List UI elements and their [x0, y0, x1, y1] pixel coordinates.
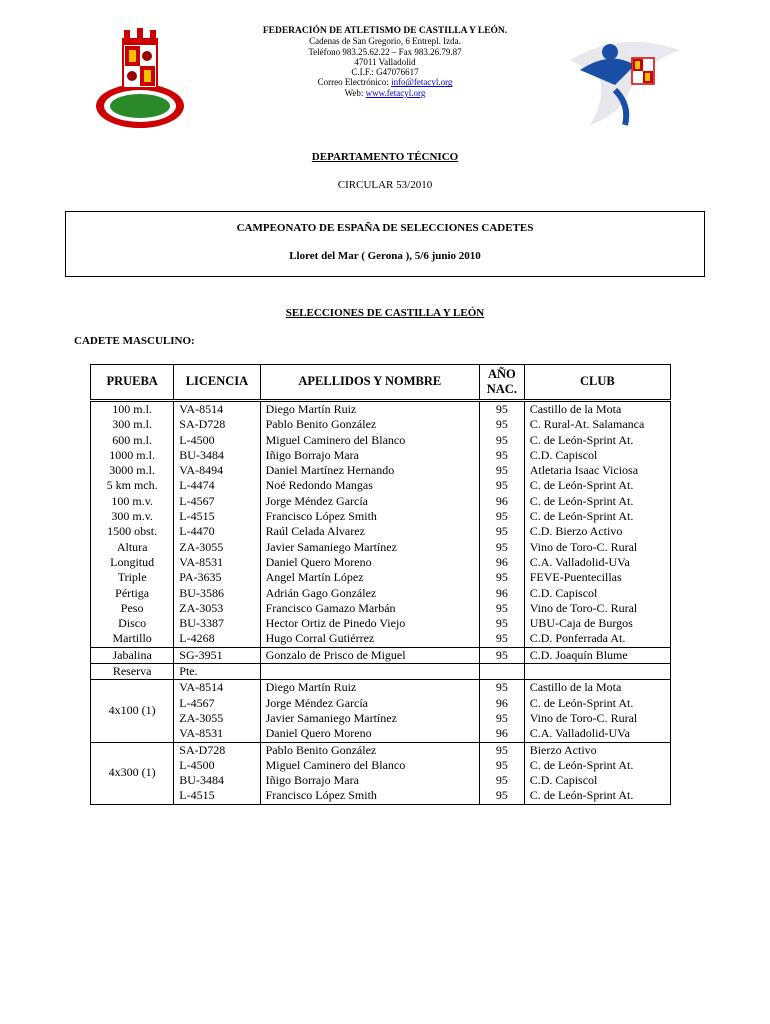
- cell-club: UBU-Caja de Burgos: [524, 616, 670, 631]
- cell-club: C.D. Capiscol: [524, 586, 670, 601]
- cell-club: Bierzo Activo: [524, 742, 670, 758]
- cell-prueba: Longitud: [91, 555, 174, 570]
- cell-ano: 95: [480, 509, 525, 524]
- cell-ano: 95: [480, 601, 525, 616]
- table-row: [91, 401, 671, 418]
- cell-ano: 95: [480, 616, 525, 631]
- cell-licencia: L-4567: [174, 494, 260, 509]
- cell-licencia: L-4515: [174, 788, 260, 804]
- cell-licencia: BU-3484: [174, 773, 260, 788]
- cell-nombre: Hugo Corral Gutiérrez: [260, 631, 479, 647]
- cell-ano: [480, 664, 525, 680]
- cell-club: [524, 664, 670, 680]
- relay-row: [91, 788, 671, 804]
- table-row: [91, 494, 671, 509]
- cell-ano: 95: [480, 524, 525, 539]
- category-title: CADETE MASCULINO:: [74, 335, 195, 347]
- circular-number: CIRCULAR 53/2010: [337, 179, 433, 191]
- selection-table: [90, 364, 671, 805]
- cell-nombre: Hector Ortiz de Pinedo Viejo: [260, 616, 479, 631]
- cell-club: C. de León-Sprint At.: [524, 788, 670, 804]
- org-zip: 47011 Valladolid: [354, 56, 416, 67]
- cell-club: Atletaria Isaac Viciosa: [524, 463, 670, 478]
- cell-ano: 95: [480, 711, 525, 726]
- department-title: DEPARTAMENTO TÉCNICO: [311, 151, 459, 163]
- cell-club: C. de León-Sprint At.: [524, 433, 670, 448]
- cell-licencia: VA-8531: [174, 555, 260, 570]
- cell-ano: 96: [480, 586, 525, 601]
- cell-prueba: 300 m.v.: [91, 509, 174, 524]
- cell-ano: 95: [480, 478, 525, 493]
- cell-licencia: L-4268: [174, 631, 260, 647]
- cell-licencia: BU-3387: [174, 616, 260, 631]
- cell-ano: 95: [480, 463, 525, 478]
- email-label: Correo Electrónico:: [317, 77, 389, 88]
- cell-licencia: L-4515: [174, 509, 260, 524]
- cell-ano: 95: [480, 788, 525, 804]
- cell-relay-event: 4x300 (1): [91, 742, 174, 804]
- letterhead: [0, 26, 770, 98]
- cell-licencia: BU-3484: [174, 448, 260, 463]
- relay-row: [91, 726, 671, 742]
- cell-club: C. de León-Sprint At.: [524, 696, 670, 711]
- cell-licencia: L-4474: [174, 478, 260, 493]
- cell-club: C.D. Capiscol: [524, 773, 670, 788]
- cell-prueba: Altura: [91, 540, 174, 555]
- cell-nombre: Daniel Quero Moreno: [260, 555, 479, 570]
- relay-row: [91, 711, 671, 726]
- cell-club: C. de León-Sprint At.: [524, 494, 670, 509]
- table-row: [91, 586, 671, 601]
- cell-club: C.A. Valladolid-UVa: [524, 555, 670, 570]
- cell-prueba: 5 km mch.: [91, 478, 174, 493]
- cell-licencia: SG-3951: [174, 647, 260, 663]
- cell-nombre: Gonzalo de Prisco de Miguel: [260, 647, 479, 663]
- cell-ano: 95: [480, 680, 525, 696]
- cell-prueba: 1500 obst.: [91, 524, 174, 539]
- cell-nombre: Diego Martín Ruiz: [260, 680, 479, 696]
- cell-ano: 95: [480, 540, 525, 555]
- cell-licencia: VA-8514: [174, 680, 260, 696]
- cell-ano: 96: [480, 494, 525, 509]
- cell-club: C.D. Joaquín Blume: [524, 647, 670, 663]
- cell-ano: 95: [480, 758, 525, 773]
- cell-club: FEVE-Puentecillas: [524, 570, 670, 585]
- event-box: [65, 211, 705, 277]
- cell-licencia: ZA-3053: [174, 601, 260, 616]
- cell-prueba: Martillo: [91, 631, 174, 647]
- cell-nombre: Adrián Gago González: [260, 586, 479, 601]
- cell-prueba: Pértiga: [91, 586, 174, 601]
- cell-licencia: L-4567: [174, 696, 260, 711]
- event-title: CAMPEONATO DE ESPAÑA DE SELECCIONES CADETES: [236, 222, 534, 234]
- cell-ano: 95: [480, 742, 525, 758]
- table-row: [91, 555, 671, 570]
- relay-row: [91, 680, 671, 696]
- cell-club: C. de León-Sprint At.: [524, 509, 670, 524]
- cell-club: Vino de Toro-C. Rural: [524, 601, 670, 616]
- cell-prueba: 3000 m.l.: [91, 463, 174, 478]
- table-row: [91, 647, 671, 663]
- table-row: [91, 417, 671, 432]
- table-row: [91, 463, 671, 478]
- cell-nombre: Iñigo Borrajo Mara: [260, 773, 479, 788]
- cell-licencia: L-4500: [174, 758, 260, 773]
- cell-nombre: Diego Martín Ruiz: [260, 401, 479, 418]
- cell-licencia: SA-D728: [174, 742, 260, 758]
- cell-nombre: [260, 664, 479, 680]
- cell-prueba: Triple: [91, 570, 174, 585]
- cell-nombre: Javier Samaniego Martínez: [260, 711, 479, 726]
- cell-prueba: Jabalina: [91, 647, 174, 663]
- cell-prueba: 600 m.l.: [91, 433, 174, 448]
- cell-club: C. de León-Sprint At.: [524, 758, 670, 773]
- cell-nombre: Daniel Quero Moreno: [260, 726, 479, 742]
- cell-prueba: Disco: [91, 616, 174, 631]
- cell-nombre: Francisco Gamazo Marbán: [260, 601, 479, 616]
- cell-club: C.A. Valladolid-UVa: [524, 726, 670, 742]
- table-row: [91, 448, 671, 463]
- cell-prueba: 100 m.v.: [91, 494, 174, 509]
- cell-nombre: Francisco López Smith: [260, 509, 479, 524]
- org-name: FEDERACIÓN DE ATLETISMO DE CASTILLA Y LEÓN.: [262, 26, 508, 36]
- cell-nombre: Noé Redondo Mangas: [260, 478, 479, 493]
- table-row: [91, 433, 671, 448]
- cell-ano: 95: [480, 401, 525, 418]
- org-email-line: [0, 77, 770, 87]
- table-row: [91, 631, 671, 647]
- cell-club: Castillo de la Mota: [524, 680, 670, 696]
- email-link[interactable]: info@fetacyl.org: [391, 77, 453, 88]
- table-row: [91, 509, 671, 524]
- cell-ano: 95: [480, 417, 525, 432]
- cell-club: C.D. Bierzo Activo: [524, 524, 670, 539]
- col-header-prueba: PRUEBA: [91, 365, 174, 401]
- cell-nombre: Miguel Caminero del Blanco: [260, 433, 479, 448]
- cell-club: C. Rural-At. Salamanca: [524, 417, 670, 432]
- cell-club: Vino de Toro-C. Rural: [524, 711, 670, 726]
- cell-ano: 95: [480, 647, 525, 663]
- cell-ano: 95: [480, 773, 525, 788]
- cell-prueba: 1000 m.l.: [91, 448, 174, 463]
- cell-licencia: VA-8494: [174, 463, 260, 478]
- cell-licencia: PA-3635: [174, 570, 260, 585]
- cell-ano: 96: [480, 555, 525, 570]
- cell-prueba: Peso: [91, 601, 174, 616]
- col-header-licencia: LICENCIA: [174, 365, 260, 401]
- relay-row: [91, 742, 671, 758]
- cell-licencia: L-4470: [174, 524, 260, 539]
- cell-licencia: SA-D728: [174, 417, 260, 432]
- org-address: Cadenas de San Gregorio, 6 Entrepl. Izda.: [309, 36, 461, 47]
- event-location: Lloret del Mar ( Gerona ), 5/6 junio 2010: [289, 250, 481, 262]
- relay-row: [91, 773, 671, 788]
- cell-club: C. de León-Sprint At.: [524, 478, 670, 493]
- table-row: [91, 664, 671, 680]
- cell-ano: 96: [480, 726, 525, 742]
- table-row: [91, 601, 671, 616]
- col-header-club: CLUB: [524, 365, 670, 401]
- cell-prueba: Reserva: [91, 664, 174, 680]
- table-header-row: [91, 365, 671, 401]
- cell-ano: 95: [480, 570, 525, 585]
- cell-nombre: Jorge Méndez García: [260, 696, 479, 711]
- cell-club: C.D. Capiscol: [524, 448, 670, 463]
- cell-licencia: Pte.: [174, 664, 260, 680]
- web-label: Web:: [344, 87, 364, 98]
- cell-nombre: Miguel Caminero del Blanco: [260, 758, 479, 773]
- cell-licencia: L-4500: [174, 433, 260, 448]
- cell-ano: 96: [480, 696, 525, 711]
- cell-nombre: Javier Samaniego Martínez: [260, 540, 479, 555]
- relay-row: [91, 696, 671, 711]
- cell-licencia: VA-8531: [174, 726, 260, 742]
- cell-nombre: Pablo Benito González: [260, 417, 479, 432]
- web-link[interactable]: www.fetacyl.org: [365, 87, 426, 98]
- cell-ano: 95: [480, 433, 525, 448]
- cell-licencia: ZA-3055: [174, 711, 260, 726]
- section-title: SELECCIONES DE CASTILLA Y LEÓN: [285, 307, 485, 319]
- org-web-line: [0, 88, 770, 98]
- org-cif: C.I.F.: G47076617: [351, 67, 419, 78]
- cell-club: Vino de Toro-C. Rural: [524, 540, 670, 555]
- table-row: [91, 478, 671, 493]
- cell-licencia: BU-3586: [174, 586, 260, 601]
- cell-nombre: Angel Martín López: [260, 570, 479, 585]
- cell-nombre: Jorge Méndez García: [260, 494, 479, 509]
- col-header-nombre: APELLIDOS Y NOMBRE: [260, 365, 479, 401]
- cell-relay-event: 4x100 (1): [91, 680, 174, 742]
- cell-nombre: Raúl Celada Alvarez: [260, 524, 479, 539]
- org-phone: Teléfono 983.25.62.22 – Fax 983.26.79.87: [308, 46, 462, 57]
- table-row: [91, 616, 671, 631]
- cell-licencia: ZA-3055: [174, 540, 260, 555]
- relay-row: [91, 758, 671, 773]
- col-header-ano: AÑO NAC.: [480, 365, 525, 401]
- cell-prueba: 300 m.l.: [91, 417, 174, 432]
- table-row: [91, 570, 671, 585]
- table-body: [91, 401, 671, 805]
- cell-nombre: Francisco López Smith: [260, 788, 479, 804]
- cell-licencia: VA-8514: [174, 401, 260, 418]
- table-row: [91, 524, 671, 539]
- table-row: [91, 540, 671, 555]
- cell-club: C.D. Ponferrada At.: [524, 631, 670, 647]
- cell-nombre: Pablo Benito González: [260, 742, 479, 758]
- cell-ano: 95: [480, 448, 525, 463]
- cell-ano: 95: [480, 631, 525, 647]
- cell-prueba: 100 m.l.: [91, 401, 174, 418]
- cell-club: Castillo de la Mota: [524, 401, 670, 418]
- cell-nombre: Daniel Martínez Hernando: [260, 463, 479, 478]
- cell-nombre: Iñigo Borrajo Mara: [260, 448, 479, 463]
